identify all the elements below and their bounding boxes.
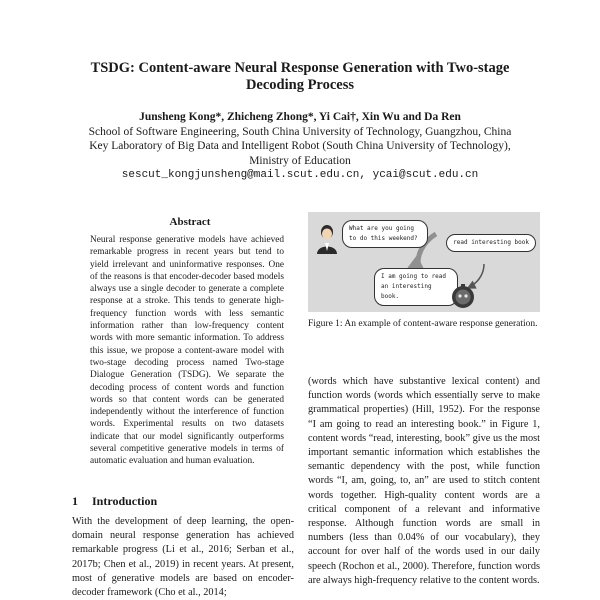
figure-1 [308, 212, 540, 312]
title-line-2: Decoding Process [245, 77, 355, 93]
affiliation-line-2: Key Laboratory of Big Data and Intelligent Robot (South China University of Technology), [89, 140, 511, 152]
right-column-paragraph: (words which have substantive lexical content) and function words (words which essentially serve to make grammatical properties) (Hill, 1952). For the response “I am going to read an interesting book.” in Figure 1, content words “read, interesting, book” give us the most important semantic information which establishes the semantic dependency with the post, while function words “I, am, going, to, an” are used to stitch content words together. High-quality content words are a critical component of a relevant and informative response. Although function words are small in numbers (less than 0.04% of our vocabulary), they account for over half of the words used in our daily speech (Rochon et al., 2000). Therefore, function words are always high-frequency relative to the content words. [308, 376, 540, 586]
robot-icon [450, 284, 476, 308]
answer-bubble: I am going to read an interesting book. [374, 268, 458, 306]
author-block [40, 110, 560, 183]
section-heading [72, 494, 157, 509]
intro-paragraph: With the development of deep learning, the open-domain neural response generation has achieved remarkable progress (Li et al., 2016; Serban et al., 2017b; Chen et al., 2019) in recent years. At present, most of generative models are based on encoder-decoder framework (Cho et al., 2014; [72, 516, 294, 599]
question-bubble: What are you going to do this weekend? [342, 220, 428, 248]
figure-caption: Figure 1: An example of content-aware response generation. [308, 319, 538, 329]
author-names: Junsheng Kong*, Zhicheng Zhong*, Yi Cai†, Xin Wu and Da Ren [139, 111, 461, 123]
author-emails: sescut_kongjunsheng@mail.scut.edu.cn, ycai@scut.edu.cn [121, 169, 479, 181]
section-title: Introduction [92, 494, 158, 508]
abstract-body: Neural response generative models have achieved remarkable progress in recent years but tend to yield irrelevant and uninformative responses. One of the reasons is that encoder-decoder based models always use a single decoder to generate a complete response at a stroke. This tends to generate high-frequency function words with less semantic information rather than low-frequency content words with more semantic information. To address this issue, we propose a content-aware model with two-stage decoding process named Two-stage Dialogue Generation (TSDG). We separate the decoding process of content words and function words so that content words can be generated independently without the interference of function words. Experimental results on two datasets indicate that our model significantly outperforms several competitive generative models in terms of automatic evaluation and human evaluation. [90, 235, 284, 467]
content-words-bubble: read interesting book [446, 234, 536, 252]
affiliation-line-1: School of Software Engineering, South China University of Technology, Guangzhou, China [88, 125, 512, 138]
title-line-1: TSDG: Content-aware Neural Response Generation with Two-stage [90, 60, 510, 76]
section-number: 1 [72, 494, 78, 508]
affiliation-line-3: Ministry of Education [249, 154, 351, 167]
user-avatar-icon [314, 224, 340, 254]
abstract-heading: Abstract [169, 216, 211, 228]
paper-title [60, 60, 540, 94]
